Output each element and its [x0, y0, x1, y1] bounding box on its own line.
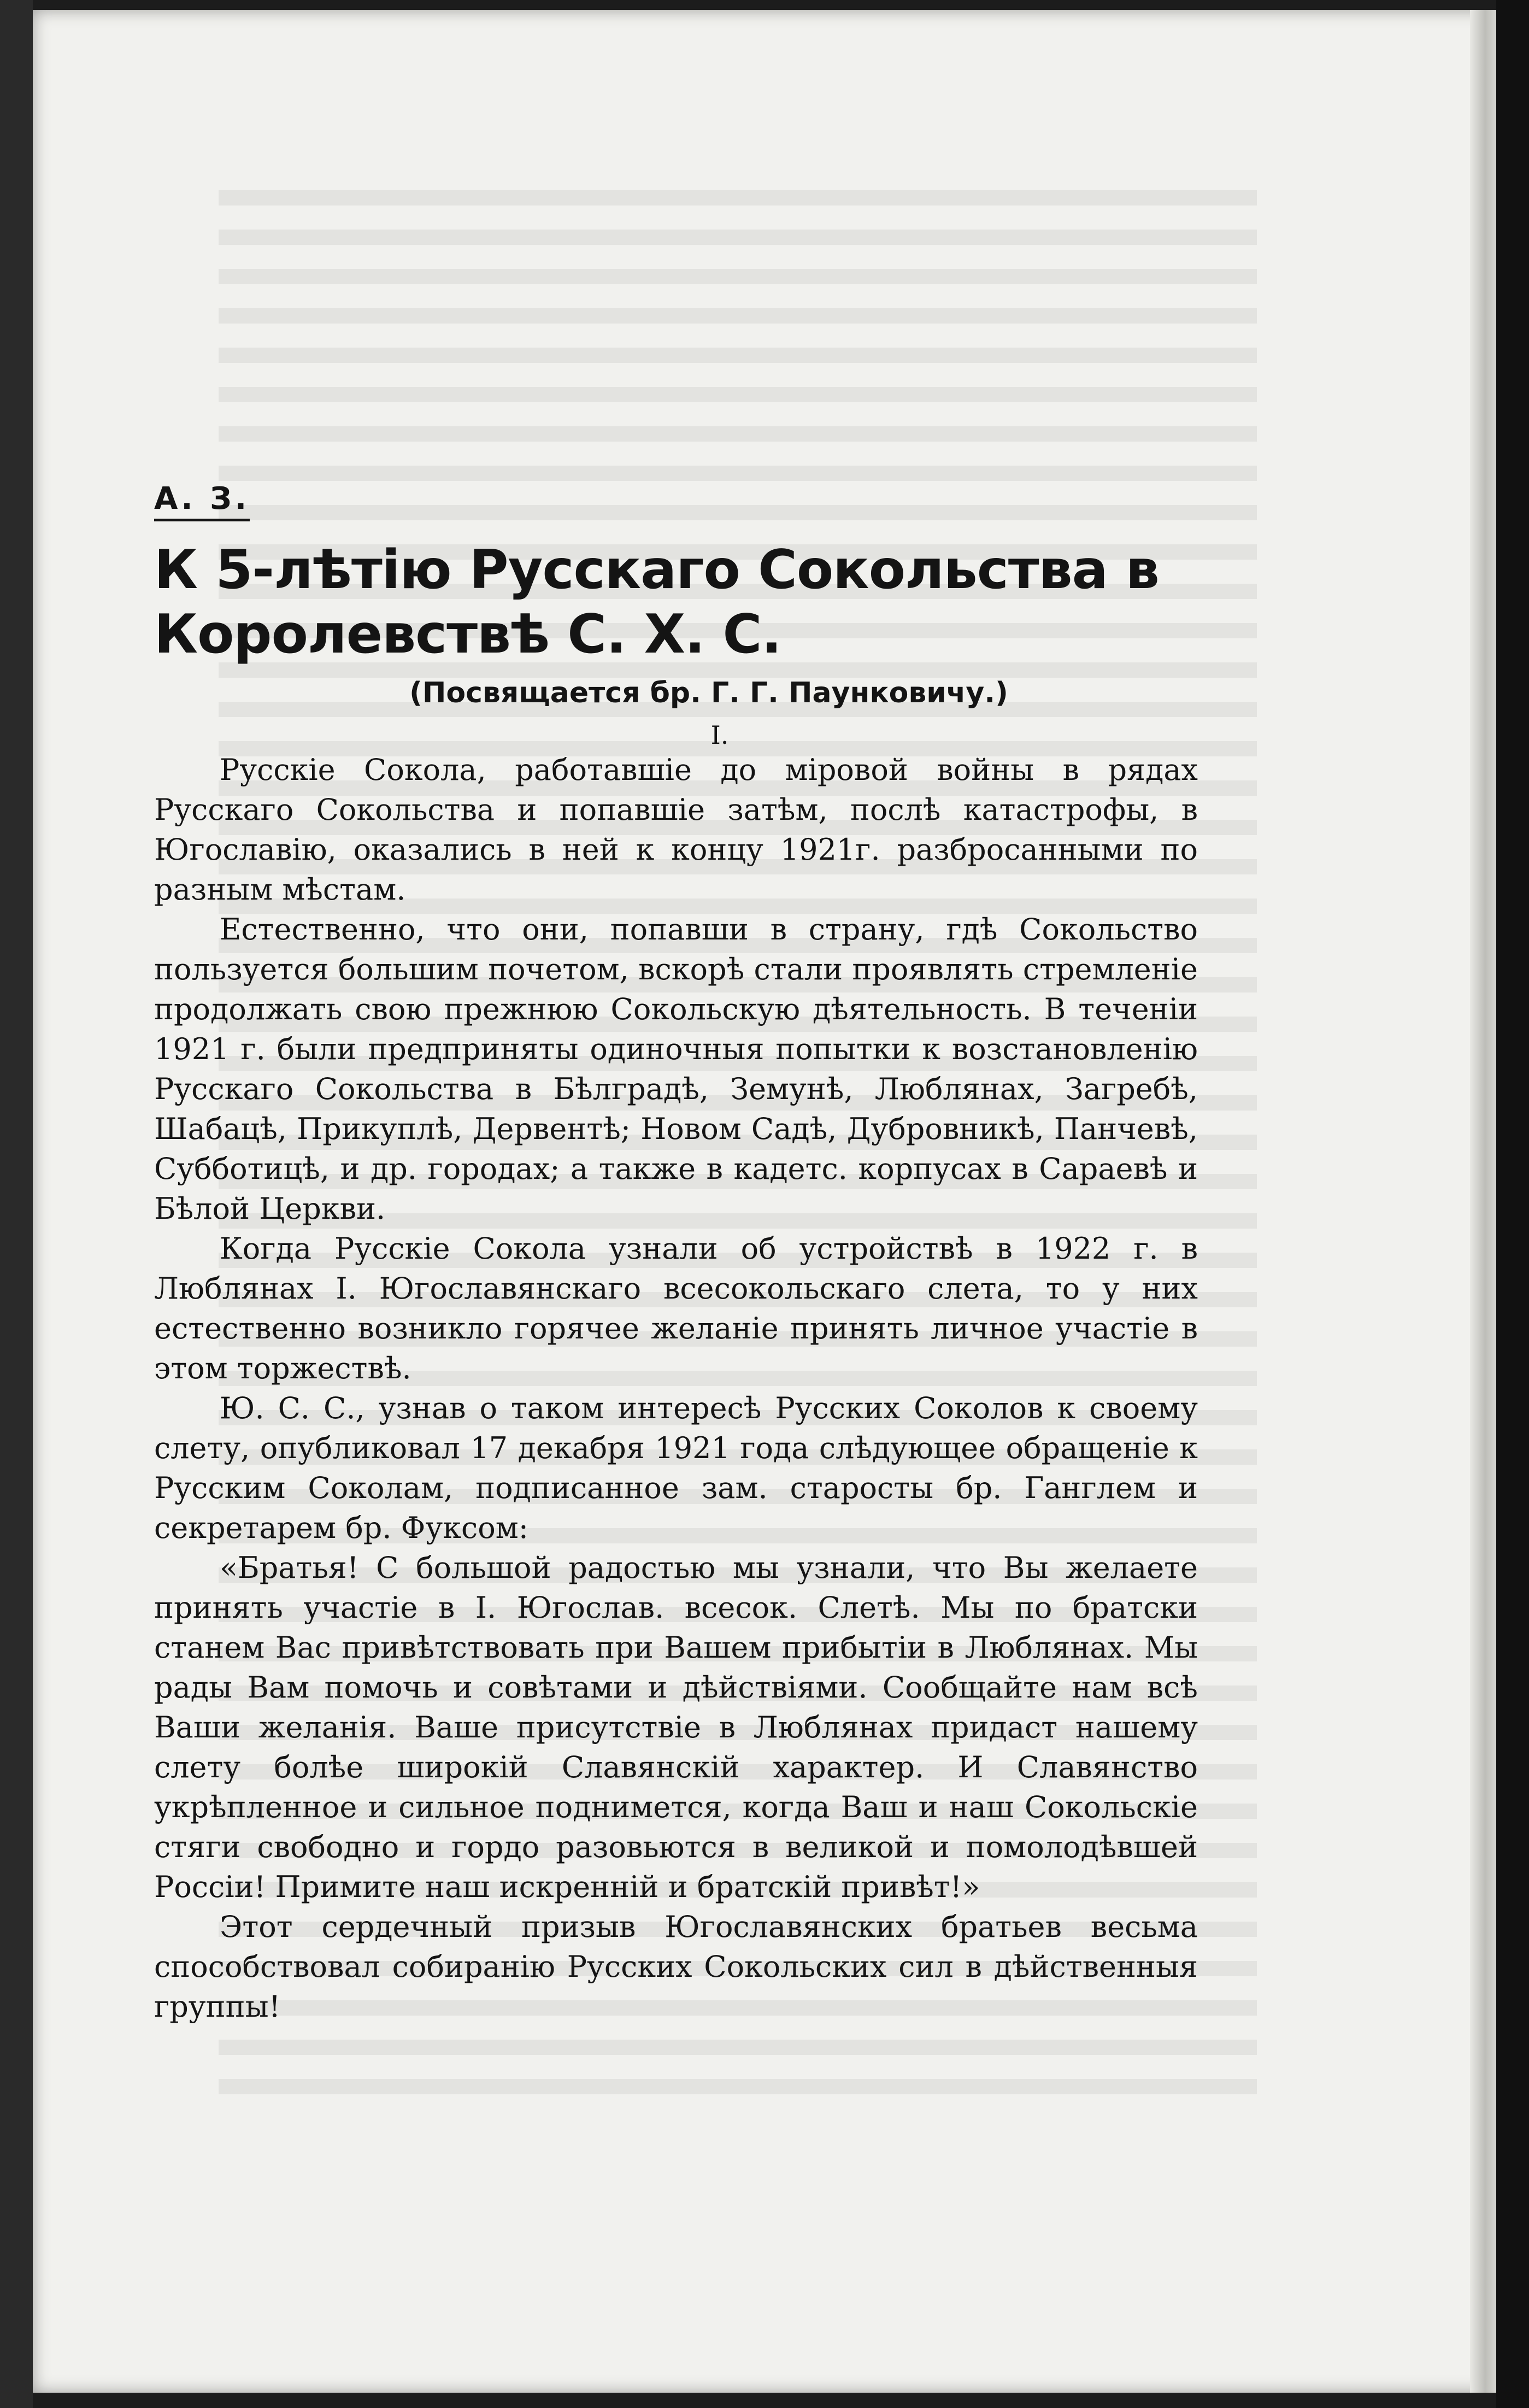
- article-dedication: (Посвящается бр. Г. Г. Паункoвичу.): [409, 677, 1008, 709]
- section-number: I.: [710, 720, 729, 750]
- article-title: К 5-лѣтію Русскаго Сокольства в Королевствѣ С. Х. С.: [154, 539, 1159, 666]
- book-spine-shadow: [0, 0, 33, 2408]
- paragraph: Ю. С. С., узнав о таком интересѣ Русских Соколов к своему слету, опубликовал 17 декабря 1921 года слѣдующее обращеніе к Русским Соколам, подписанное зам. старосты бр. Ганглем и секретарем бр. Фуксом:: [154, 1391, 1198, 1545]
- paragraph: Когда Русскіе Сокола узнали об устройствѣ в 1922 г. в Люблянах I. Югославянскаго всесокольскаго слета, то у них естественно возникло горячее желаніе принять личное участіе в этом торжествѣ.: [154, 1231, 1198, 1385]
- article-author: А. З.: [154, 481, 250, 521]
- quoted-appeal: «Братья! С большой радостью мы узнали, что Вы желаете принять участіе в I. Югослав. всесок. Слетѣ. Мы по братски станем Вас привѣтствовать при Вашем прибытіи в Люблянах. Мы рады Вам помочь и совѣтами и дѣйствіями. Сообщайте нам всѣ Ваши желанія. Ваше присутствіе в Люблянах придаст нашему слету болѣе широкій Славянскій характер. И Славянство укрѣпленное и сильное поднимется, когда Ваш и наш Сокольскіе стяги свободно и гордо разовьются в великой и помолодѣвшей Россіи! Примите наш искренній и братскій привѣт!»: [154, 1550, 1198, 1904]
- paragraph: Русскіе Сокола, работавшіе до міровой войны в рядах Русскаго Сокольства и попавшіе затѣм, послѣ катастрофы, в Югославію, оказались в ней к концу 1921г. разбросанными по разным мѣстам.: [154, 753, 1198, 907]
- paragraph: Естественно, что они, попавши в страну, гдѣ Сокольство пользуется большим почетом, вскорѣ стали проявлять стремленіе продолжать свою прежнюю Сокольскую дѣятельность. В теченіи 1921 г. были предприняты одиночныя попытки к возстановленію Русскаго Сокольства в Бѣлградѣ, Земунѣ, Люблянах, Загребѣ, Шабацѣ, Прикуплѣ, Дервентѣ; Новом Садѣ, Дубровникѣ, Панчевѣ, Субботицѣ, и др. городах; а также в кадетс. корпусах в Сараевѣ и Бѣлой Церкви.: [154, 912, 1198, 1226]
- paragraph: Этот сердечный призыв Югославянских братьев весьма способствовал собиранію Русских Сокольских сил в дѣйственныя группы!: [154, 1910, 1198, 2024]
- article: [154, 481, 1198, 2027]
- scanner-border: [1496, 0, 1529, 2408]
